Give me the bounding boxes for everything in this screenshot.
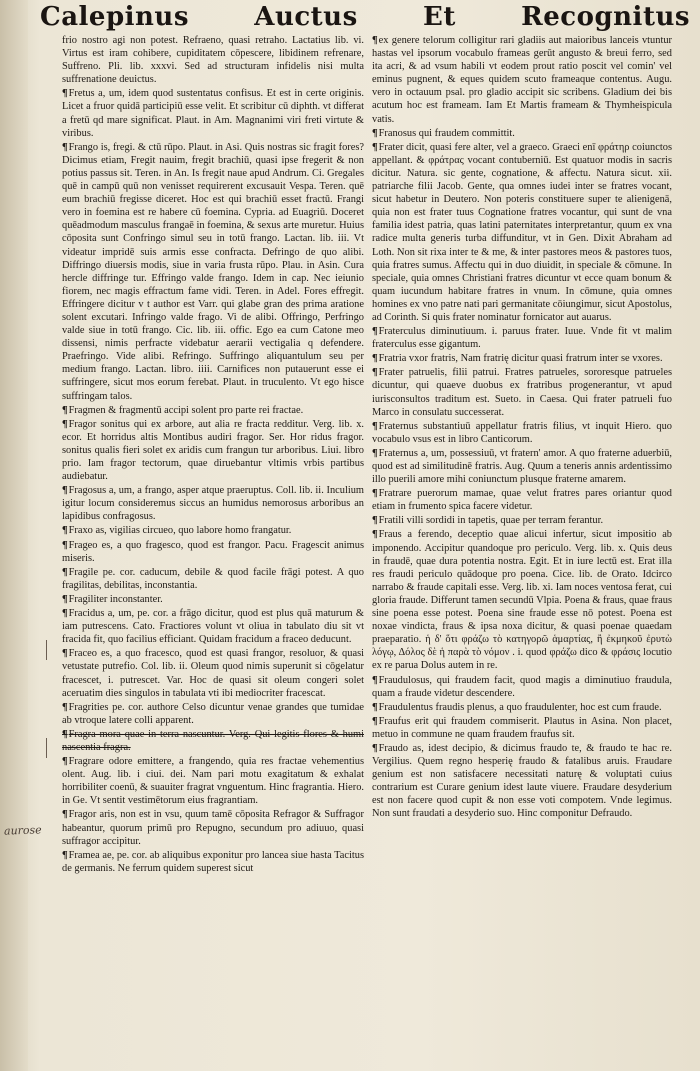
pilcrow-icon: ¶ — [62, 141, 68, 153]
pilcrow-icon: ¶ — [62, 525, 68, 537]
pilcrow-icon: ¶ — [372, 35, 378, 46]
dictionary-entry — [372, 528, 672, 672]
entry-text: Fragmen & fragmentū accipi solent pro parte rei fractae. — [68, 404, 304, 416]
dictionary-entry — [62, 593, 364, 606]
pilcrow-icon: ¶ — [62, 485, 68, 497]
entry-text: Frater dicit, quasi fere alter, vel a graeco. Graeci enī φράτηρ coiunctos appellant. & φράτρας vocant contuberniū. Est quatuor modis in sacris dicitur. Natura. sic gente, cognatione, & affectu. Natura sicut. xii. patriarche filii Jacob. Gente, qua omnes iudei inter se fratres vocant, sicut habetur in Deutero. Non poteris constituere super te alienigenā, quia non est frater tuus Cognatione fratres vocantur, qui sunt de vna familia idest patria, quas latini paternitates interpretantur, quum ex vna radice multa generis turba diffunditur, vt in Gen. Dixit Abraham ad Loth. Non sit rixa inter te & me, & inter pastores meos & pastores tuos, quia fratres sumus. Affectu qui in duo diuidit, in speciale & cōmune. In speciale, quia omnes Christiani fratres dicuntur vt ecce quam bonum & quam iucundum habitare fratres in vnum. In cōmune, quia omnes homines ex vno patre nati pari germanitate cōiungimur, sicut Apostolus, ad Corinth. Si quis frater nominatur fornicator aut auarus. — [372, 141, 672, 323]
running-header — [40, 2, 690, 32]
entry-text: Fratili villi sordidi in tapetis, quae per terram ferantur. — [378, 515, 604, 527]
pilcrow-icon: ¶ — [372, 529, 378, 541]
dictionary-entry — [62, 849, 364, 875]
entry-text: Fraterculus diminutiuum. i. paruus frater. Iuue. Vnde fit vt malim fraterculus esse gigantum. — [372, 326, 672, 351]
pilcrow-icon: ¶ — [62, 404, 68, 416]
entry-text: Frageo es, a quo fragesco, quod est frangor. Pacu. Fragescit animus miseris. — [62, 539, 364, 564]
header-word-et: Et — [423, 2, 456, 32]
entry-text: Fragosus a, um, a frango, asper atque praeruptus. Coll. lib. ii. Inculium igitur locum consideremus siccus an humidus nemorosus arboribus an lapidibus confragosus. — [62, 485, 364, 523]
entry-text: Frango is, fregi. & ctū rūpo. Plaut. in Asi. Quis nostras sic fragit fores? Dicimus etiam, Fregit nauim, fregit brachiū, quasi ipse fregerit & non potius passus sit. Teren. in An. Is fregit naue apud Andrum. Ci. Gregales quē in campū quū non venisset requirerent excusauit Vespa. Teren. quē eum brachiū fregisse diceret. Hoc est qui brachiū esset fractū. Frangi vero in foemina est re habere cū foemina. Cypria. ad Euagriū. Doceret quēadmodum masculus frangaē in foemina, & sexus arte muretur. Huius cōposita sunt Confringo simul seu in totū frango. Lactan. lib. iii. Vt videatur impridē suis armis esse confracta. Defringo de quo alibi. Diffringo diuersis modis, siue in varia frusta rūpo. Plau. in Asin. Cura hercle diffringe tur. Effringo valde frango. Idem in cap. Nec ieiunio fiorem, nec magis effractum fame vidi. Teren. in Adel. Fores effregit. Effringere dicitur v t author est Varr. qui glabe gran des prima aratione solent excutari. Infringo valde frago. Vi de alibi. Offringo, Perfringo valde siue in totū frango. Cic. lib. iii. offic. Ego ea cum Catone meo dissensi, nimis perfracte videbatur aerarii vectigalia q defendere. Praefringo. Vide alibi. Refringo. Suffringo aliquantulum seu per medium frango. Lactan. libro. iiii. Carnifices non putauerunt esse ei suffringere, sicut mos eorum ferebat. Plaut. in truculento. Vt ego hisce suffringam talos. — [62, 141, 364, 402]
entry-text: Fratria vxor fratris, Nam fratrię dicitur quasi fratrum inter se vxores. — [378, 353, 663, 365]
pilcrow-icon: ¶ — [62, 566, 68, 578]
margin-mark — [46, 738, 53, 758]
pilcrow-icon: ¶ — [62, 701, 68, 713]
dictionary-entry — [372, 366, 672, 418]
dictionary-entry — [372, 352, 672, 365]
dictionary-entry — [372, 514, 672, 527]
pilcrow-icon: ¶ — [372, 674, 378, 686]
dictionary-entry — [62, 755, 364, 807]
entry-text: Fragiliter inconstanter. — [68, 593, 163, 605]
pilcrow-icon: ¶ — [62, 418, 68, 430]
pilcrow-icon: ¶ — [372, 701, 378, 713]
pilcrow-icon: ¶ — [372, 127, 378, 139]
entry-text: Framea ae, pe. cor. ab aliquibus exponitur pro lancea siue hasta Tacitus de germanis. Ne ferrum quidem superest sicut — [62, 849, 364, 874]
dictionary-entry — [372, 487, 672, 513]
dictionary-entry — [372, 420, 672, 446]
pilcrow-icon: ¶ — [372, 715, 378, 727]
dictionary-entry — [62, 728, 364, 754]
pilcrow-icon: ¶ — [62, 648, 68, 660]
binding-gutter — [0, 0, 28, 1071]
right-text-column — [372, 34, 672, 1034]
entry-text: Fraufus erit qui fraudem commiserit. Plautus in Asina. Non placet, metuo in commune ne quam fraudem fraufus sit. — [372, 715, 672, 740]
entry-text: Fraceo es, a quo fracesco, quod est quasi frangor, resoluor, & quasi vetustate putrefio. Col. lib. ii. Oleum quod nimis superunit si cōgelatur fracescet, i. putrescet. Var. Hoc de quasi sit oleum congeri solet aceruatim dies singulos in tabulata vti ibi mediocriter fracescat. — [62, 648, 364, 699]
entry-text: Fraternus a, um, possessiuū, vt fratern' amor. A quo fraterne aduerbiū, quod est ad similitudinē fratris. Aug. Quum a teneris annis ardentissimo illo puerili amore mihi coniunctum plusque fraterne amarem. — [372, 447, 672, 486]
entry-text: Fragra mora quae in terra nascuntur. Verg. Qui legitis flores & humi nascentia fragra. — [62, 728, 364, 753]
header-word-calepinus: Calepinus — [40, 2, 189, 32]
dictionary-entry — [62, 808, 364, 847]
margin-mark — [46, 640, 53, 660]
dictionary-entry — [62, 141, 364, 403]
pilcrow-icon: ¶ — [372, 488, 378, 500]
dictionary-entry — [62, 87, 364, 139]
dictionary-entry — [62, 566, 364, 592]
entry-text: Fraxo as, vigilias circueo, quo labore homo frangatur. — [68, 525, 292, 537]
dictionary-entry — [372, 141, 672, 324]
entry-text: Frater patruelis, filii patrui. Fratres patrueles, sororesque patrueles dicuntur, qui quaeve duobus ex fratribus progenerantur, vt apud iurisconsultos traditum est. Sueto. in Caesa. Qui frater patrueli fuo Marco in consulatu successerat. — [372, 367, 672, 418]
entry-text: Fragrare odore emittere, a frangendo, quia res fractae vehementius olent. Aug. lib. i ciui. dei. Nam pari motu exagitatum & exhalat horribiliter coenū, & suauiter fragrat vnguentum. Hinc fragrantia. Hiero. in Ge. Vt sentit vestimētorum eius fragrantiam. — [62, 756, 364, 807]
pilcrow-icon: ¶ — [62, 88, 68, 100]
pilcrow-icon: ¶ — [62, 539, 68, 551]
entry-text: Fratrare puerorum mamae, quae velut fratres pares oriantur quod etiam in frumento spica facere videtur. — [372, 488, 672, 513]
pilcrow-icon: ¶ — [62, 809, 68, 821]
dictionary-entry — [62, 404, 364, 417]
pilcrow-icon: ¶ — [372, 326, 378, 338]
pilcrow-icon: ¶ — [62, 728, 68, 740]
entry-text: Fraudulentus fraudis plenus, a quo fraudulenter, hoc est cum fraude. — [378, 701, 662, 713]
dictionary-entry — [62, 484, 364, 523]
entry-text: Fraudo as, idest decipio, & dicimus fraudo te, & fraudo te hac re. Vergilius. Quem regno hesperię fraudo & fatalibus aruis. Fraudare genium est non satisfacere necessitati naturę & voluptati cuius contrarium est Curare genium idest laute viuere. Fraudare desyderium est non facere quod cupit & non esse voti compotem. Vnde legimus. Non sunt fraudati a desyderio suo. Hinc componitur Defraudo. — [372, 742, 672, 820]
pilcrow-icon: ¶ — [372, 447, 378, 459]
dictionary-entry — [372, 447, 672, 486]
entry-text: Fraus a ferendo, deceptio quae alicui infertur, sicut impositio ab imponendo. Accipitur quandoque pro periculo. Verg. lib. x. Quis deus in fraudē, quae dura potentia nostra. Egit. Et in iure lectū est. Erat illa res fraudi periculo quādoque pro poena. Cice. lib. de Orato. Idcirco narrabo & fraude capitali esse. Verg. lib. xi. Iam noces ventosa ferat, cui gloria fraude. Differunt tamen secundū Vlpia. Poena & fraus, quae fraus sine poena esse potest. Poena sine fraude esse nō potest. Poena est noxae vindicta, fraus & ipsa noxa dicitur, & quasi poenae quaedam praeparatio. ἡ δ' ὅτι φράζω τὸ κατηγορῶ ἁμαρτίας, ἢ ἐκμηκοῦ ἐρυτὼ λόγῳ, Δόλος δὲ ἡ παρὰ τὸ νόμον . i. quod φράζω dico & φράσις locutio ex re parua Dolus autem in re. — [372, 529, 672, 672]
pilcrow-icon: ¶ — [62, 593, 68, 605]
pilcrow-icon: ¶ — [62, 756, 68, 768]
dictionary-entry — [62, 539, 364, 565]
entry-text: Fragrities pe. cor. authore Celso dicuntur venae grandes que tumidae ab vtroque latere colli apparent. — [62, 701, 364, 726]
dictionary-entry — [62, 418, 364, 483]
entry-text: Fragor sonitus qui ex arbore, aut alia re fracta redditur. Verg. lib. x. ecor. Et horridus altis Montibus audiri fragor. Ser. Hor ridus fragor. sonitus qualis fieri solet ex aridis cum frangun tur arboribus. Liui. libro prio. Iam fragor tectorum, quae diruebantur vltimis vrbis partibus audiebatur. — [62, 418, 364, 483]
pilcrow-icon: ¶ — [62, 608, 68, 620]
dictionary-entry — [372, 715, 672, 741]
header-word-recognitus: Recognitus — [521, 2, 690, 32]
pilcrow-icon: ¶ — [372, 420, 378, 432]
dictionary-entry — [62, 647, 364, 699]
dictionary-entry — [372, 325, 672, 351]
dictionary-entry — [372, 742, 672, 821]
entry-text: Fragor aris, non est in vsu, quum tamē cōposita Refragor & Suffragor habeantur, quorum primū pro Repugno, secundum pro adiuuo, quasi suffragor accipitur. — [62, 809, 364, 847]
handwritten-margin-note: aurose — [3, 823, 42, 838]
pilcrow-icon: ¶ — [372, 141, 378, 153]
pilcrow-icon: ¶ — [372, 353, 378, 365]
dictionary-entry — [62, 34, 364, 86]
entry-text: Fragile pe. cor. caducum, debile & quod facile frāgi potest. A quo fragilitas, debilitas, inconstantia. — [62, 566, 364, 591]
entry-text: Fretus a, um, idem quod sustentatus confisus. Et est in certe originis. Licet a fruor quidā participiū esse velit. Et scribitur cū diphth. vt differat a fretū qd mare significat. Plaut. in Am. Magnanimi viri freti virtute & viribus. — [62, 88, 364, 139]
entry-text: Fraudulosus, qui fraudem facit, quod magis a diminutiuo fraudula, quam a fraude videtur descendere. — [372, 674, 672, 699]
pilcrow-icon: ¶ — [372, 367, 378, 379]
header-word-auctus: Auctus — [254, 2, 358, 32]
entry-text: frio nostro agi non potest. Refraeno, quasi retraho. Lactatius lib. vi. Virtus est iram cohibere, cupiditatem cōpescere, libidinem refrenare, Suffreno. Pli. lib. xxxvi. Sed ad structuram infidelis nisi multa suffrenatione deuictus. — [62, 35, 364, 86]
dictionary-entry — [62, 607, 364, 646]
entry-text: Fracidus a, um, pe. cor. a frāgo dicitur, quod est plus quā maturum & iam putrescens. Cato. Fractiores volunt vt oliua in tabulato diu sit vt fracida fit, quo facilius efficiant. Quidam fracidum a fraceo deducunt. — [62, 608, 364, 646]
pilcrow-icon: ¶ — [372, 515, 378, 527]
dictionary-entry — [62, 701, 364, 727]
pilcrow-icon: ¶ — [62, 849, 68, 861]
dictionary-entry — [62, 524, 364, 537]
entry-text: Franosus qui fraudem committit. — [378, 127, 515, 139]
pilcrow-icon: ¶ — [372, 742, 378, 754]
dictionary-entry — [372, 34, 672, 126]
entry-text: Fraternus substantiuū appellatur fratris filius, vt inquit Hiero. quo vocabulo vsus est in libro Canticorum. — [372, 420, 672, 445]
left-text-column — [62, 34, 364, 1034]
dictionary-entry — [372, 701, 672, 714]
dictionary-entry — [372, 127, 672, 140]
entry-text: ex genere telorum colligitur rari gladiis aut maioribus lanceis vtuntur hastas vel ipsorum vocabulo frameas gerūt angusto & breui ferro, sed ita acri, & ad vsum habili vt eodem prout ratio poscit vel comin' vel eminus pugnent, & eques quidem scuto frameaque contentus. Augu. vero in octauum psal. pro gladio accipit sic scribens. Gladium dei bis acutum hoc est frameam. Iam Et Martis frameam & Thymheispicula vatis. — [372, 35, 672, 125]
dictionary-entry — [372, 674, 672, 700]
